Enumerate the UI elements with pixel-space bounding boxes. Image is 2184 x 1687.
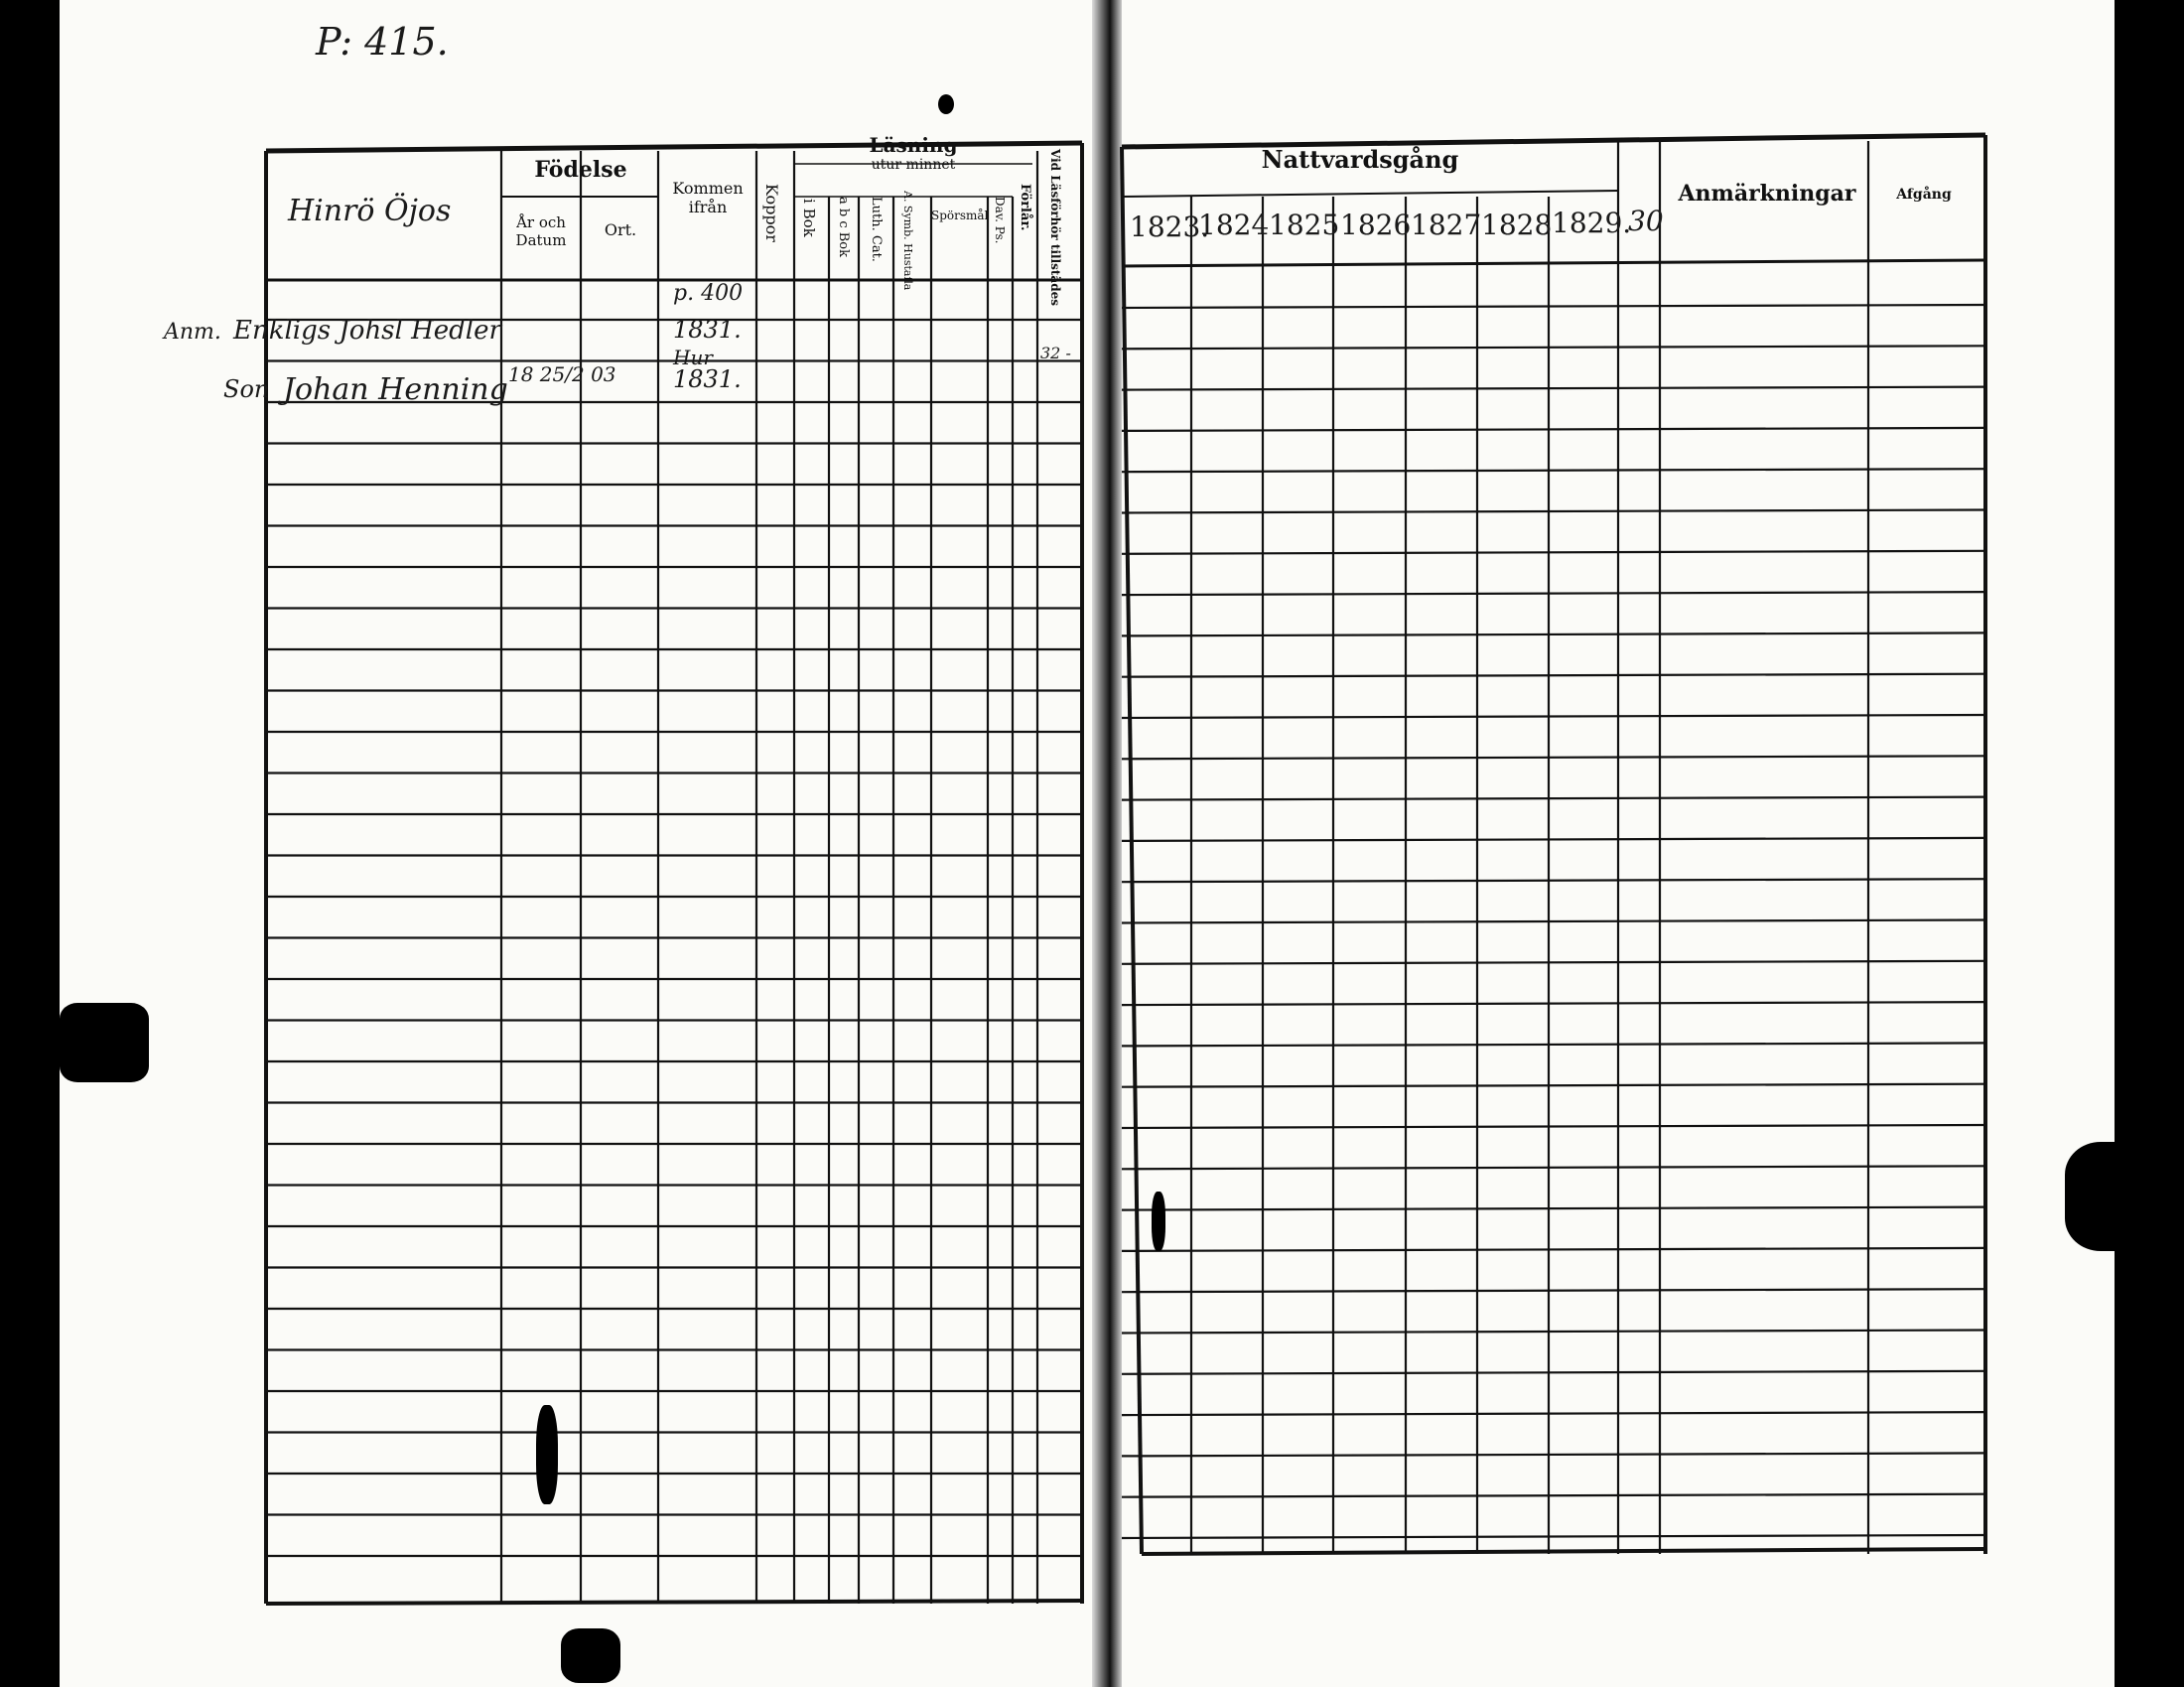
ink-blot: [1152, 1192, 1165, 1251]
binding-clip: [60, 1003, 149, 1082]
year-1828: 1828: [1481, 209, 1553, 241]
entry-2-mark: 32 -: [1040, 344, 1071, 362]
entry-2-prefix: Son: [223, 375, 270, 403]
vid-las-header: Vid Läsförhör tillstädes: [1048, 149, 1062, 306]
a-symb-header: A. Symb. Hustafla: [901, 191, 914, 291]
binding-clip: [2065, 1142, 2184, 1251]
utur-minnet-header: utur minnet: [871, 157, 956, 173]
entry-2-kommen: Hur: [673, 346, 713, 369]
koppor-header: Koppor: [762, 184, 781, 242]
entry-1-year: 1831.: [673, 316, 742, 344]
entry-1-kommen: p. 400: [673, 281, 744, 306]
fodelse-header: Födelse: [534, 157, 627, 183]
ink-blot: [561, 1628, 620, 1683]
afgang-header: Afgång: [1896, 187, 1952, 203]
abc-bok-header: a b c Bok: [836, 197, 851, 258]
page-reference: P: 415.: [316, 20, 449, 64]
ar-och-datum-header: År och Datum: [515, 213, 567, 249]
year-30: 30: [1628, 205, 1664, 237]
entry-2-year: 1831.: [673, 365, 742, 393]
year-1824: 1824: [1198, 209, 1270, 241]
ink-blot: [536, 1405, 558, 1504]
name-column-header: Hinrö Öjos: [288, 194, 452, 228]
entry-2-birth: 18 25/2 03: [508, 362, 616, 386]
year-1823: 1823.: [1130, 211, 1210, 243]
entry-2-name: Johan Henning: [283, 372, 508, 407]
ink-blot: [938, 94, 954, 114]
sporsmal-header: Spörsmål: [931, 209, 989, 222]
year-1827: 1827: [1411, 209, 1482, 241]
dav-ps-header: Dav. Ps.: [993, 197, 1007, 244]
anmarkningar-header: Anmärkningar: [1678, 181, 1856, 207]
lasning-header: Läsning: [869, 133, 958, 157]
kommen-ifran-header: Kommen ifrån: [672, 179, 744, 216]
nattvardsgang-header: Nattvardsgång: [1261, 145, 1459, 174]
i-bok-header: i Bok: [800, 199, 818, 237]
ort-header: Ort.: [604, 220, 637, 239]
entry-1-prefix: Anm.: [164, 320, 221, 345]
year-1825: 1825: [1269, 209, 1340, 241]
entry-1-name: Enkligs Johsl Hedler: [233, 316, 501, 346]
year-1826: 1826: [1340, 209, 1412, 241]
luth-cat-header: Luth. Cat.: [869, 197, 884, 262]
year-1829: 1829.: [1552, 207, 1632, 239]
forlar-header: Förlår.: [1018, 184, 1032, 231]
